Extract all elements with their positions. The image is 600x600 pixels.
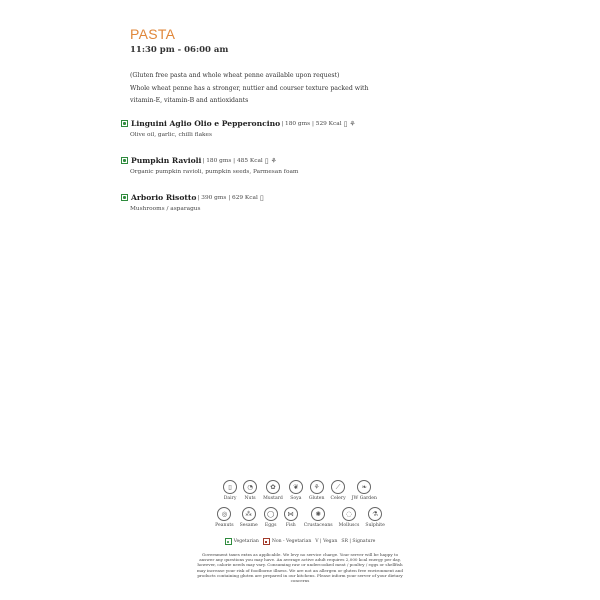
legend-vegan (315, 539, 337, 544)
veg-icon (121, 157, 128, 164)
celery-icon: ⟋ (331, 480, 345, 494)
dish-name: Pumpkin Ravioli (131, 156, 202, 165)
allergen-soya (289, 480, 303, 501)
allergen-dairy (223, 480, 237, 501)
section-title: PASTA (130, 26, 176, 42)
dish-name: Linguini Aglio Olio e Pepperoncino (131, 119, 281, 128)
peanuts-icon: ◎ (217, 507, 231, 521)
dish-description: Organic pumpkin ravioli, pumpkin seeds, Parmesan foam (130, 169, 299, 175)
legend-signature (341, 539, 375, 544)
veg-icon (225, 538, 232, 545)
nuts-icon: ◔ (243, 480, 257, 494)
allergen-label: Gluten (308, 496, 325, 501)
dairy-icon: ▯ (223, 480, 237, 494)
legend-nonveg (263, 538, 311, 545)
allergen-label: Fish (285, 523, 296, 528)
dairy-icon: ▯ (264, 156, 269, 165)
allergen-sulphite (365, 507, 385, 528)
allergen-peanuts (215, 507, 233, 528)
sulphite-icon: ⚗ (368, 507, 382, 521)
allergen-celery (330, 480, 345, 501)
molluscs-icon: ◌ (342, 507, 356, 521)
allergen-label: JW Garden (351, 496, 377, 501)
allergen-label: Sulphite (365, 523, 385, 528)
dish-meta: | 180 gms | 485 Kcal (202, 157, 263, 164)
legend-label: Non - Vegetarian (271, 539, 312, 544)
menu-item (121, 193, 421, 212)
intro-line: Whole wheat penne has a stronger, nuttier and courser texture packed with (130, 84, 369, 92)
legend-label: Vegetarian (233, 539, 259, 544)
allergen-legend-row (0, 507, 600, 528)
diet-legend (0, 538, 600, 545)
gluten-icon: ⚘ (310, 480, 324, 494)
allergen-label: Molluscs (338, 523, 360, 528)
allergen-label: Eggs (264, 523, 277, 528)
dish-meta: | 180 gms | 529 Kcal (281, 120, 342, 127)
legend-label: SR | Signature (341, 539, 376, 544)
dish-name: Arborio Risotto (131, 193, 197, 202)
crustaceans-icon: ✺ (311, 507, 325, 521)
allergen-label: Sesame (239, 523, 258, 528)
intro-line: (Gluten free pasta and whole wheat penne available upon request) (130, 72, 340, 79)
section-intro (130, 70, 390, 108)
sesame-icon: ⁂ (242, 507, 256, 521)
allergen-label: Nuts (244, 496, 256, 501)
dish-meta: | 390 gms | 629 Kcal (197, 194, 258, 201)
gluten-icon: ⚘ (270, 156, 277, 165)
allergen-legend-row (0, 480, 600, 501)
jw-garden-icon: ❧ (357, 480, 371, 494)
menu-item (121, 156, 421, 175)
allergen-label: Mustard (263, 496, 283, 501)
allergen-label: Dairy (223, 496, 237, 501)
allergen-label: Crustaceans (303, 523, 333, 528)
allergen-molluscs (339, 507, 360, 528)
fish-icon: ⋈ (284, 507, 298, 521)
dish-description: Mushrooms / asparagus (130, 206, 201, 212)
gluten-icon: ⚘ (349, 119, 356, 128)
dairy-icon: ▯ (343, 119, 348, 128)
disclaimer-text: Government taxes extra as applicable. We levy no service charge. Your server will be happy to answer any questions you may have. An average active adult requires 2,000 kcal energy per day, however, calorie needs may vary. Consuming raw or undercooked meat / poultry / eggs or shellfish may increase your risk of foodborne illness. We are not an allergen or gluten free environment and products containing gluten are prepared in our kitchens. Please inform your server of your dietary concerns (197, 552, 403, 584)
menu-item (121, 119, 421, 138)
dairy-icon: ▯ (259, 193, 264, 202)
veg-icon (121, 120, 128, 127)
section-time: 11:30 pm - 06:00 am (130, 45, 229, 55)
legend-veg (225, 538, 259, 545)
soya-icon: ❦ (289, 480, 303, 494)
allergen-mustard (263, 480, 283, 501)
allergen-crustaceans (304, 507, 333, 528)
mustard-icon: ✿ (266, 480, 280, 494)
eggs-icon: ◯ (264, 507, 278, 521)
veg-icon (121, 194, 128, 201)
allergen-sesame (240, 507, 258, 528)
allergen-label: Peanuts (215, 523, 234, 528)
dish-description: Olive oil, garlic, chilli flakes (130, 132, 212, 138)
allergen-eggs (264, 507, 278, 528)
allergen-nuts (243, 480, 257, 501)
nonveg-icon (263, 538, 270, 545)
intro-line: vitamin-E, vitamin-B and antioxidants (130, 97, 249, 104)
allergen-fish (284, 507, 298, 528)
allergen-label: Soya (290, 496, 302, 501)
legend-label: V | Vegan (315, 539, 338, 544)
allergen-jw-garden (352, 480, 377, 501)
allergen-gluten (309, 480, 325, 501)
allergen-label: Celery (330, 496, 346, 501)
